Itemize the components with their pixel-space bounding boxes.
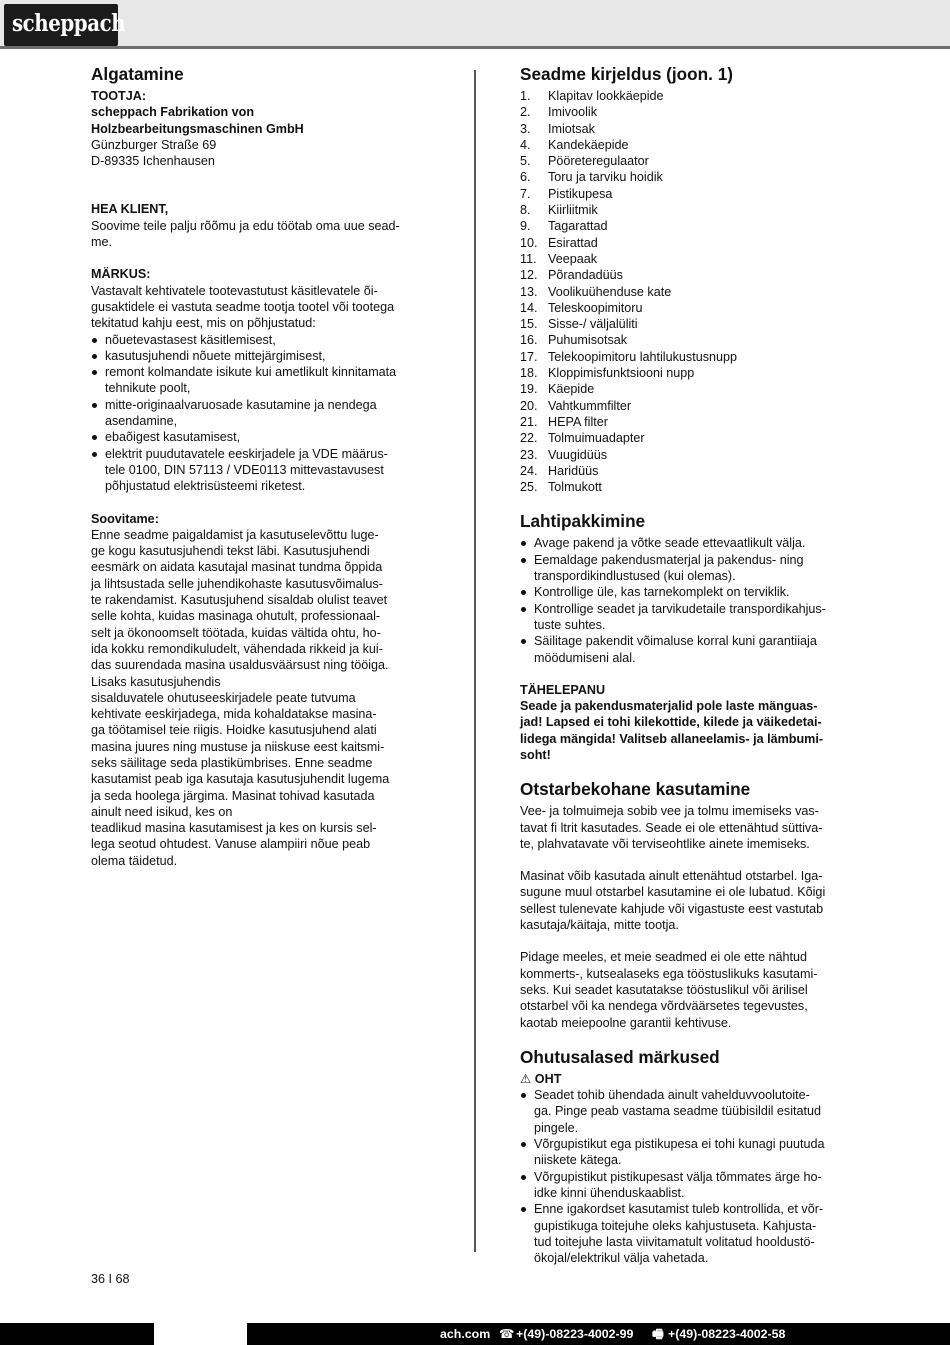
fax-icon: 🖷	[652, 1327, 664, 1341]
page-footer	[0, 1320, 950, 1345]
list-item: 1. Klapitav lookkäepide	[520, 89, 664, 103]
logo-text: scheppach	[11, 10, 126, 37]
list-item: 5. Pööreteregulaator	[520, 154, 649, 169]
left-column	[91, 64, 428, 869]
unpack-bullet-list	[520, 535, 865, 665]
list-item: 10. Esirattad	[520, 235, 598, 250]
danger-heading	[520, 1071, 865, 1087]
section-title-unpacking: Lahtipakkimine	[520, 511, 646, 532]
list-item: 21. HEPA filter	[520, 414, 608, 429]
list-item: kasutusjuhendi nõuete mittejärgimisest,	[91, 348, 428, 364]
list-item: 19. Käepide	[520, 382, 595, 397]
client-text-line: Soovime teile palju rõõmu ja edu töötab oma uue sead-	[91, 218, 400, 233]
intended-use-paragraph: Pidage meeles, et meie seadmed ei ole ette nähtud kommerts-, kutsealaseks ega tööstuslikuks kasutami- seks. Kui seadet kasutatakse tööstuslikul või ärilisel otstarbel või ka nendega võrdväärsetes tegevustes, kaotab meiepoolne garantii kehtivuse.	[520, 950, 818, 1030]
intended-use-paragraph: Vee- ja tolmuimeja sobib vee ja tolmu imemiseks vas- tavat fi ltrit kasutades. Seade ei ole ettenähtud süttiva- te, plahvatavate või terviseohtlike ainete imemiseks.	[520, 804, 823, 851]
recommend-label: Soovitame:	[91, 511, 159, 526]
list-item: 24. Haridüüs	[520, 463, 599, 478]
list-item: 3. Imiotsak	[520, 121, 595, 136]
list-item: 18. Kloppimisfunktsiooni nupp	[520, 366, 695, 381]
footer-fax: +(49)-08223-4002-58	[668, 1327, 786, 1341]
page-header	[0, 0, 950, 48]
maker-label: TOOTJA:	[91, 89, 147, 103]
right-column	[520, 64, 865, 1266]
list-item: Võrgupistikut pistikupesast välja tõmmates ärge ho- idke kinni ühenduskaablist.	[520, 1169, 865, 1202]
list-item: 12. Põrandadüüs	[520, 268, 623, 283]
parts-list	[520, 88, 865, 495]
client-text-line: me.	[91, 235, 112, 250]
maker-street: Günzburger Straße 69	[91, 137, 217, 152]
list-item: Eemaldage pakendusmaterjal ja pakendus- ning transpordikindlustused (kui olemas).	[520, 552, 865, 585]
maker-city: D-89335 Ichenhausen	[91, 154, 215, 169]
list-item: 16. Puhumisotsak	[520, 333, 628, 348]
list-item: 17. Telekoopimitoru lahtilukustusnupp	[520, 349, 738, 364]
section-title-intended-use: Otstarbekohane kasutamine	[520, 779, 751, 800]
client-label: HEA KLIENT,	[91, 202, 169, 217]
attention-label: TÄHELEPANU	[520, 682, 606, 697]
list-item: Seadet tohib ühendada ainult vahelduvvoolutoite- ga. Pinge peab vastama seadme tüübisildil esitatud pingele.	[520, 1087, 865, 1136]
footer-block	[0, 1323, 154, 1345]
list-item: 22. Tolmuimuadapter	[520, 431, 645, 446]
list-item: 14. Teleskoopimitoru	[520, 300, 643, 315]
scheppach-logo	[4, 4, 126, 46]
column-divider	[474, 70, 476, 1252]
list-item: 20. Vahtkummfilter	[520, 398, 632, 413]
footer-contact-bar	[247, 1323, 950, 1345]
list-item: 6. Toru ja tarviku hoidik	[520, 170, 663, 185]
section-title-description: Seadme kirjeldus (joon. 1)	[520, 64, 733, 84]
list-item: 7. Pistikupesa	[520, 186, 613, 201]
list-item: elektrit puudutavatele eeskirjadele ja VDE määrus- tele 0100, DIN 57113 / VDE0113 mittevastavusest põhjustatud elektrisüsteemi riketest.	[91, 446, 428, 495]
note-text-line: gusaktidele ei vastuta seadme tootja tootel või tootega	[91, 299, 395, 314]
list-item: Kontrollige üle, kas tarnekomplekt on terviklik.	[520, 584, 865, 600]
page-number: 36 I 68	[91, 1272, 130, 1286]
list-item: 9. Tagarattad	[520, 219, 608, 234]
list-item: Säilitage pakendit võimaluse korral kuni garantiiaja möödumiseni alal.	[520, 633, 865, 666]
list-item: mitte-originaalvaruosade kasutamine ja nendega asendamine,	[91, 397, 428, 430]
note-text-line: tekitatud kahju eest, mis on põhjustatud:	[91, 316, 316, 331]
list-item: 8. Kiirliitmik	[520, 203, 598, 218]
footer-website: ach.com	[440, 1327, 491, 1341]
recommend-paragraph: Enne seadme paigaldamist ja kasutuselevõttu luge- ge kogu kasutusjuhendi tekst läbi. Kasutusjuhendi eesmärk on aidata kasutajal masinat tundma õppida ja lihtsustada selle juhendikohaste kasutusvõimalus- te rakendamist. Kasutusjuhend sisaldab olulist teavet selle kohta, kuidas masinaga ohutult, professionaal- selt ja ökonoomselt töötada, kuidas vältida ohtu, ho- ida kokku remondikuludelt, vähendada rikkeid ja kui- das suurendada masina usaldusväärsust ning tööiga. Lisaks kasutusjuhendis sisalduvatele ohutuseeskirjadele peate tutvuma kehtivate eeskirjadega, mida kohaldatakse masina- ga töötamisel teie riigis. Hoidke kasutusjuhend alati masina juures ning mustuse ja niiskuse eest kaitsmi- seks säilitage seda plastikümbrises. Enne seadme kasutamist peab iga kasutaja kasutusjuhendit lugema ja seda hoolega järgima. Masinat tohivad kasutada ainult need isikud, kes on teadlikud masina kasutamisest ja kes on kursis sel- lega seotud ohtudest. Vanuse alampiiri nõue peab olema täidetud.	[91, 527, 390, 868]
list-item: 15. Sisse-/ väljalüliti	[520, 317, 638, 332]
attention-text: Seade ja pakendusmaterjalid pole laste mänguas- jad! Lapsed ei tohi kilekottide, kilede ja väikedetai- lidega mängida! Valitseb allaneelamis- ja lämbumi- soht!	[520, 699, 824, 762]
warning-triangle-icon: ⚠	[520, 1071, 532, 1086]
list-item: 13. Voolikuühenduse kate	[520, 284, 672, 299]
list-item: 25. Tolmukott	[520, 480, 602, 495]
maker-name-line-1: scheppach Fabrikation von	[91, 105, 255, 120]
safety-bullet-list	[520, 1087, 865, 1266]
section-title-safety: Ohutusalased märkused	[520, 1046, 720, 1067]
danger-label: OHT	[534, 1071, 562, 1086]
intended-use-paragraph: Masinat võib kasutada ainult ettenähtud otstarbel. Iga- sugune muul otstarbel kasutamine ei ole lubatud. Kõigi sellest tulenevate kahjude või vigastuste eest vastutab kasutaja/käitaja, mitte tootja.	[520, 869, 826, 933]
note-label: MÄRKUS:	[91, 267, 151, 282]
footer-phone: +(49)-08223-4002-99	[516, 1327, 634, 1341]
note-text-line: Vastavalt kehtivatele tootevastutust käsitlevatele õi-	[91, 283, 378, 298]
list-item: Kontrollige seadet ja tarvikudetaile transpordikahjus- tuste suhtes.	[520, 601, 865, 634]
maker-name-line-2: Holzbearbeitungsmaschinen GmbH	[91, 121, 304, 136]
list-item: 11. Veepaak	[520, 251, 598, 266]
list-item: 23. Vuugidüüs	[520, 447, 608, 462]
header-rule	[0, 46, 950, 49]
list-item: 2. Imivoolik	[520, 105, 597, 120]
list-item: Võrgupistikut ega pistikupesa ei tohi kunagi puutuda niiskete kätega.	[520, 1136, 865, 1169]
list-item: ebaõigest kasutamisest,	[91, 429, 428, 445]
note-bullet-list	[91, 332, 428, 495]
list-item: remont kolmandate isikute kui ametlikult kinnitamata tehnikute poolt,	[91, 364, 428, 397]
list-item: 4. Kandekäepide	[520, 137, 629, 152]
list-item: Avage pakend ja võtke seade ettevaatlikult välja.	[520, 535, 865, 551]
list-item: Enne igakordset kasutamist tuleb kontrollida, et võr- gupistikuga toitejuhe oleks kahjustuseta. Kahjusta- tud toitejuhe lasta viivitamatult volitatud hooldustö- ökojal/elektrikul välja vahetada.	[520, 1201, 865, 1266]
section-title-algatamine: Algatamine	[91, 64, 184, 84]
phone-icon: ☎	[499, 1327, 515, 1341]
list-item: nõuetevastasest käsitlemisest,	[91, 332, 428, 348]
